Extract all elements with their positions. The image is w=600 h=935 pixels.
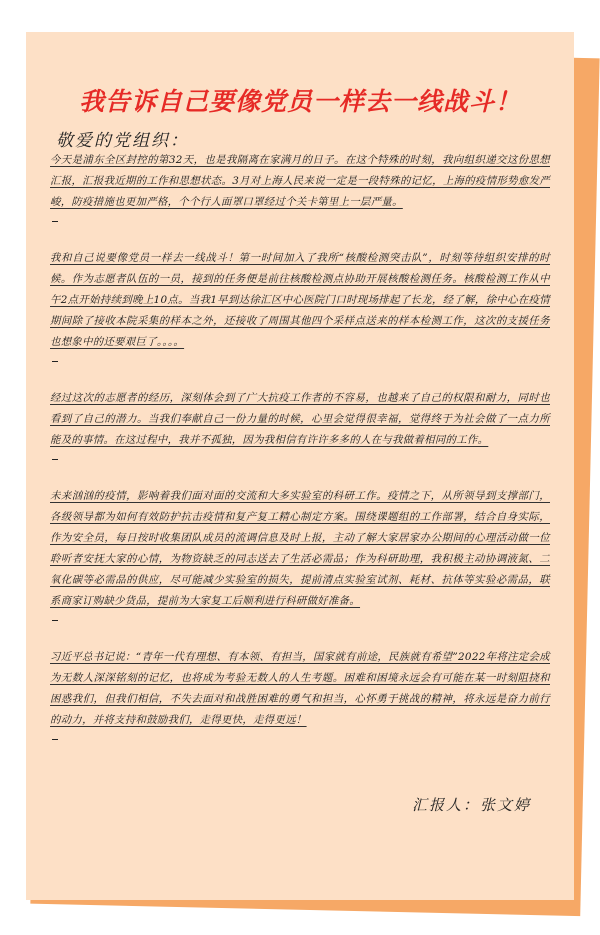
paragraph-2: 我和自己说要像党员一样去一线战斗！第一时间加入了我所“核酸检测突击队”，时刻等待组织安排的时候。作为志愿者队伍的一员，接到的任务便是前往核酸检测点协助开展核酸检测任务。核酸检测工作从中午2点开始持续到晚上10点。当我1早到达徐汇区中心医院门口时现场排起了长龙，经了解，徐中心在疫情期间除了接收本院采集的样本之外，还接收了周围其他四个采样点送来的样本检测工作，这次的支援任务也想象中的还要艰巨了。。。。: [50, 252, 550, 348]
paragraph-separator: [50, 353, 550, 388]
paragraph-3: 经过这次的志愿者的经历，深刻体会到了广大抗疫工作者的不容易，也越来了自己的权限和耐力，同时也看到了自己的潜力。当我们奉献自己一份力量的时候，心里会觉得很幸福，觉得终于为社会做了一点力所能及的事情。在这过程中，我并不孤独，因为我相信有许许多多的人在与我做着相同的工作。: [50, 392, 550, 446]
paragraph-separator: [50, 213, 550, 248]
signature: 汇报人：张文婷: [412, 796, 532, 814]
letter-body: [50, 150, 550, 766]
paragraph-separator: [50, 731, 550, 766]
greeting: 敬爱的党组织：: [56, 131, 189, 151]
paragraph-1: 今天是浦东全区封控的第32天，也是我隔离在家满月的日子。在这个特殊的时刻，我向组织递交这份思想汇报，汇报我近期的工作和思想状态。3月对上海人民来说一定是一段特殊的记忆，上海的疫情形势愈发严峻，防疫措施也更加严格，个个行人面罩口罩经过个关卡第里上一层严量。: [50, 154, 550, 208]
paragraph-4: 未来汹汹的疫情，影响着我们面对面的交流和大多实验室的科研工作。疫情之下，从所领导到支撑部门，各级领导都为如何有效防护抗击疫情和复产复工精心制定方案。围绕课题组的工作部署，结合自身实际，作为安全员，每日按时收集团队成员的流调信息及时上报，主动了解大家居家办公期间的心理活动做一位聆听者安抚大家的心情，为物资缺乏的同志送去了生活必需品；作为科研助理，我积极主动协调液氮、二氧化碳等必需品的供应，尽可能减少实验室的损失，提前清点实验室试剂、耗材、抗体等实验必需品，联系商家订购缺少货品，提前为大家复工后顺利进行科研做好准备。: [50, 490, 550, 607]
paragraph-separator: [50, 612, 550, 647]
letter-paper: [26, 32, 574, 900]
paragraph-separator: [50, 451, 550, 486]
letter-title: 我告诉自己要像党员一样去一线战斗！: [78, 87, 521, 116]
paragraph-5: 习近平总书记说：“青年一代有理想、有本领、有担当，国家就有前途，民族就有希望”2022年将注定会成为无数人深深铭刻的记忆，也将成为考验无数人的人生考题。困难和困境永远会有可能在某一时刻阻挠和困惑我们，但我们相信，不失去面对和战胜困难的勇气和担当，心怀勇于挑战的精神，将永远是奋力前行的动力，并将支持和鼓励我们，走得更快，走得更远！: [50, 651, 550, 726]
